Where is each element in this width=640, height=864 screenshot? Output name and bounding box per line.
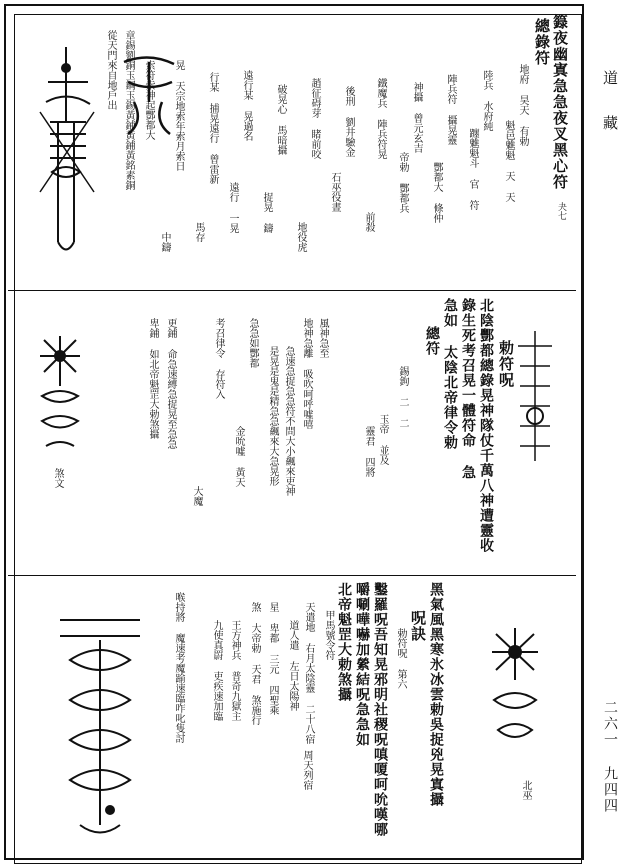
- band2-col-2: 錄生死考召晃一體符命 急: [460, 298, 476, 480]
- band1-col-11: 後刑 劉井驗金: [343, 86, 354, 157]
- band-3: [10, 580, 574, 856]
- margin-page-number: 二六一 九四四: [602, 700, 618, 814]
- band3-caption: 北巫: [520, 780, 531, 800]
- band2-col-15: 大魔: [191, 486, 202, 506]
- band2-col-16: 更鋪 命急速縛急捉晃至急急: [165, 318, 176, 449]
- band3-col-10: 星 卑都 三元 四聖乘: [267, 602, 278, 715]
- band2-col-9: 地神急離 吸吹呵呼噓嘻: [301, 318, 312, 429]
- band1-col-19: 行某 捕晃遠行 曾雷新: [207, 72, 218, 184]
- band3-col-13: 九使真罻 吏疾速加臨: [211, 620, 222, 721]
- band2-col-17: 卑鋪 如北帝魁罡大勅煞攝: [147, 318, 158, 439]
- band1-col-15: 破晃心 馬暗攝: [275, 84, 286, 155]
- band-1: [10, 12, 574, 288]
- band3-title: 呪訣: [409, 610, 427, 642]
- band2-col-6: 玉帝 並及: [377, 414, 388, 465]
- band2-col-8: 風神急至: [317, 318, 328, 358]
- band1-col-16: 捉晃 鑄: [261, 192, 272, 233]
- band1-col-17: 遠行某 晃過名: [241, 70, 252, 141]
- talisman-seal-2: [114, 42, 184, 142]
- band1-col-13: 趙征碍芽 睹前咬: [309, 78, 320, 159]
- band2-col-14: 考召律令 存符入: [213, 318, 224, 399]
- band3-col-6: 甲馬號令符: [323, 610, 334, 660]
- band1-col-14: 地役虎: [295, 222, 306, 252]
- band2-title: 勅符呪: [497, 340, 515, 388]
- talisman-seal-5: [50, 600, 150, 840]
- band2-col-11: 是晃是鬼是精急急飆來大急晃形: [267, 346, 278, 486]
- band3-col-7: 天遣地 右月太陰靈 二十八宿: [303, 602, 314, 744]
- band1-col-6: 酆都大 條仲: [431, 162, 442, 223]
- band1-header-note: 夬七: [556, 202, 566, 220]
- band2-caption: 煞文: [52, 468, 63, 488]
- talisman-seal-6: [480, 620, 550, 760]
- band1-col-12: 石巫役晝: [329, 172, 340, 212]
- band1-col-20: 馬存: [193, 222, 204, 242]
- band2-col-3: 急如 太陰北帝律令勅: [442, 298, 458, 450]
- band1-col-3: 陸兵 水府純: [481, 70, 492, 131]
- band1-col-4: 躔魋魁斗 官 符: [467, 128, 478, 210]
- band1-col-10: 前殺: [363, 212, 374, 232]
- band2-col-5: 錫鉤 二 二: [397, 366, 408, 428]
- talisman-seal-3: [30, 326, 90, 466]
- band1-col-22: 中鑄: [159, 232, 170, 252]
- band2-col-13: 金吮噓 黃天: [233, 426, 244, 487]
- band3-col-14: 喉持將 魔速考魔踰速臨咋叱隻討: [173, 592, 184, 743]
- band1-col-18: 遠行 一晃: [227, 182, 238, 233]
- band3-col-3: 鑿羅呪吾知晃邪明社稷呪嗔嗄呵吮嘆哪: [372, 582, 388, 837]
- band1-col-2: 魁邑魋魁 天 天: [503, 120, 514, 202]
- band3-col-12: 王方神兵 普奇九獄主: [229, 620, 240, 721]
- talisman-seal-4: [510, 326, 560, 466]
- margin-book-title: 道 藏: [601, 70, 619, 136]
- band1-col-8: 帝勅 酆都兵: [397, 152, 408, 213]
- band3-col-11: 煞 大帝勅 天君 煞施行: [249, 602, 260, 725]
- band2-col-7: 靈君 四將: [363, 426, 374, 477]
- band3-col-1: 黑氣風黑寒氷冰雲勅吳捉兇晃寘攝: [428, 582, 444, 807]
- band-divider-2: [8, 575, 576, 576]
- band1-col-5: 陣兵符 攝晃靈: [445, 74, 456, 145]
- band1-col-21: 晃 天宗地索年索月索日: [173, 60, 184, 171]
- band2-col-12: 急急如酆都: [247, 318, 258, 368]
- band3-col-8: 道人遣 左日太陽神: [287, 620, 298, 711]
- band1-col-9: 鐵魔兵 陣兵符晃: [375, 78, 386, 159]
- band1-col-25: 從天門來自地戶出: [105, 30, 116, 110]
- talisman-seal-1: [28, 42, 108, 272]
- band3-col-9: 周天列宿: [301, 750, 312, 790]
- band1-col-7: 神攝 曾元玄吉: [411, 82, 422, 153]
- band1-col-1: 地府 昊天 有勅: [517, 64, 528, 146]
- band1-col-24: 章錫劉銅玉鋼玉錫黃鋪黃鋪黃銘素銅: [123, 30, 134, 190]
- band1-col-23: 索符索神起酆都大: [143, 60, 154, 140]
- band3-col-2: 勅符呪 第六: [395, 628, 406, 689]
- band3-col-5: 北帝魁罡大勅煞攝: [336, 582, 352, 702]
- band-divider-1: [8, 290, 576, 291]
- band3-col-4: 嚼唰嘩嚇加縈結呪急急如: [354, 582, 370, 747]
- band-2: [10, 296, 574, 572]
- band1-header: 籙夜幽寘急急夜叉黑心符: [551, 14, 569, 190]
- band2-col-1: 北陰酆都總錄晃神隊仗千萬八神遭靈收: [478, 298, 494, 553]
- band2-col-10: 急速急捉急急符不問大小飆來吏神: [283, 346, 294, 496]
- band2-col-4: 總符: [424, 326, 440, 356]
- band1-title: 總錄符: [533, 18, 551, 66]
